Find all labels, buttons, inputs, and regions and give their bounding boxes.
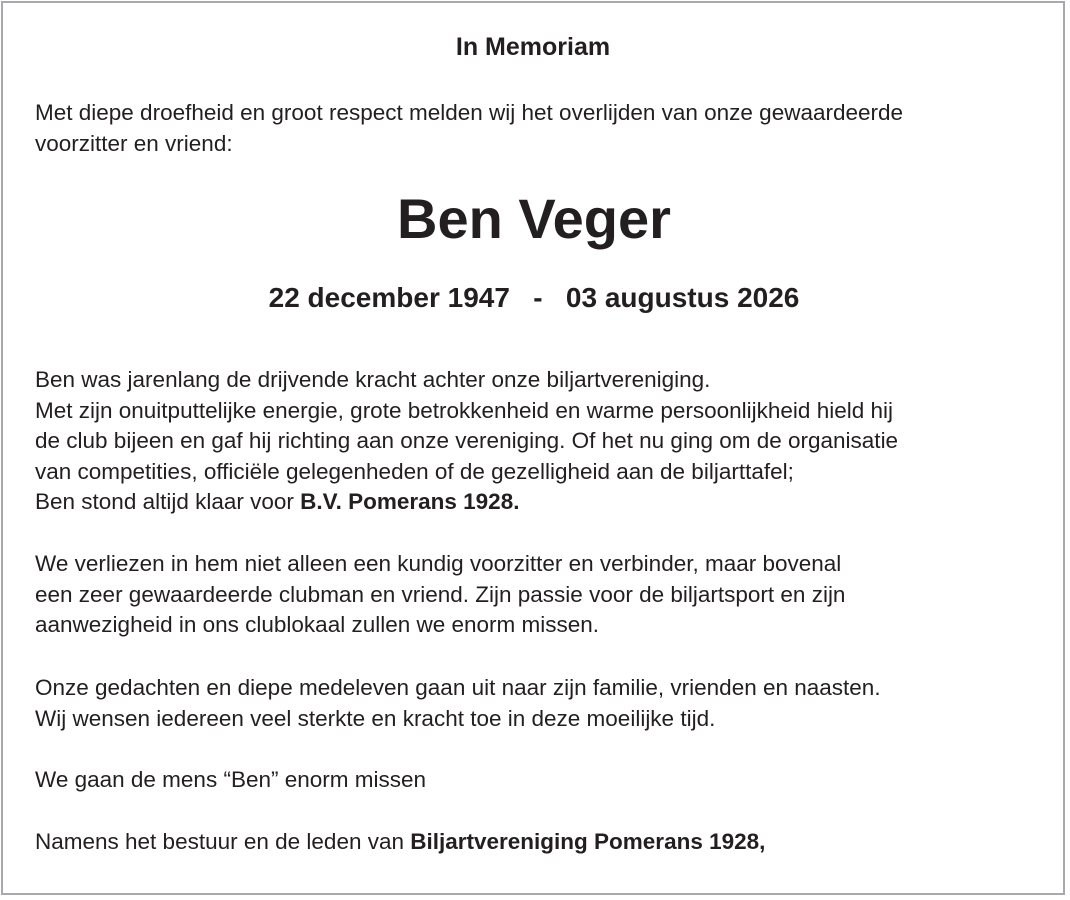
paragraph-line: Ben was jarenlang de drijvende kracht achter onze biljartvereniging. [35, 367, 711, 392]
intro-paragraph [35, 98, 1045, 159]
paragraph-line: van competities, officiële gelegenheden of de gezelligheid aan de biljarttafel; [35, 458, 794, 484]
closing-line [35, 827, 1045, 858]
intro-line: Met diepe droefheid en groot respect melden wij het overlijden van onze gewaardeerde [35, 100, 904, 125]
paragraph-line: Onze gedachten en diepe medeleven gaan uit naar zijn familie, vrienden en naasten. [35, 675, 881, 700]
missing-line: We gaan de mens “Ben” enorm missen [35, 767, 427, 792]
paragraph-line: de club bijeen en gaf hij richting aan onze vereniging. Of het nu ging om de organisatie [35, 428, 899, 453]
paragraph-line: We verliezen in hem niet alleen een kundig voorzitter en verbinder, maar bovenal [35, 551, 842, 576]
birth-date: 22 december 1947 [268, 282, 510, 313]
closing-prefix: Namens het bestuur en de leden van [35, 829, 411, 854]
life-dates [0, 280, 1068, 316]
intro-line: voorzitter en vriend: [35, 130, 233, 156]
tribute-paragraph [35, 365, 1045, 518]
paragraph-line: aanwezigheid in ons clublokaal zullen we enorm missen. [35, 612, 600, 637]
club-name-full: Biljartvereniging Pomerans 1928, [410, 829, 766, 854]
condolence-paragraph [35, 673, 1045, 734]
club-name-short: B.V. Pomerans 1928. [300, 489, 520, 514]
paragraph-line [35, 487, 1045, 518]
paragraph-line: Met zijn onuitputtelijke energie, grote betrokkenheid en warme persoonlijkheid hield hij [35, 397, 893, 423]
death-date: 03 augustus 2026 [565, 282, 800, 313]
line-text: Ben stond altijd klaar voor [35, 489, 301, 514]
paragraph-line: Wij wensen iedereen veel sterkte en kracht toe in deze moeilijke tijd. [35, 705, 716, 731]
notice-heading: In Memoriam [455, 33, 611, 61]
date-separator: - [533, 282, 543, 313]
deceased-name: Ben Veger [397, 187, 671, 250]
paragraph-line: een zeer gewaardeerde clubman en vriend. Zijn passie voor de biljartsport en zijn [35, 581, 846, 607]
loss-paragraph [35, 549, 1045, 641]
